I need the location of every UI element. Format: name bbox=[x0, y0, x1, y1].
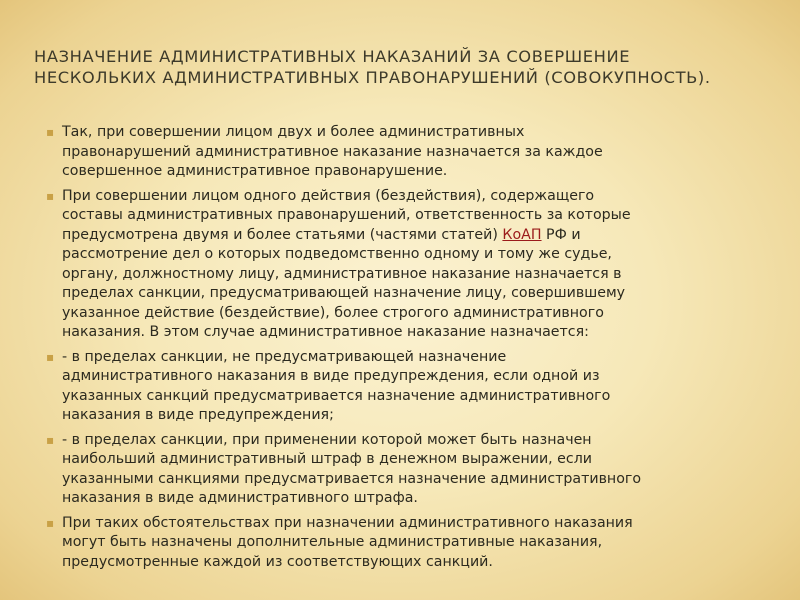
text-line: указанных санкций предусматривается назначение административного bbox=[62, 387, 611, 404]
text-line: - в пределах санкции, при применении которой может быть назначен bbox=[62, 431, 592, 448]
bullet-paragraph-2 bbox=[46, 187, 776, 343]
square-bullet-icon: ▪ bbox=[46, 125, 55, 139]
square-bullet-icon: ▪ bbox=[46, 188, 55, 203]
bullet-paragraph-1 bbox=[46, 123, 776, 182]
square-bullet-icon: ▪ bbox=[46, 515, 55, 530]
text-line: наказания в виде административного штрафа. bbox=[62, 490, 418, 506]
text-line-with-link bbox=[62, 226, 776, 246]
slide-title bbox=[34, 46, 774, 88]
bullet-paragraph-4 bbox=[46, 431, 776, 509]
text-line: административного наказания в виде предупреждения, если одной из bbox=[62, 368, 600, 384]
text-line: Так, при совершении лицом двух и более административных bbox=[62, 124, 525, 140]
text-fragment: РФ и bbox=[541, 226, 581, 243]
text-line: органу, должностному лицу, административное наказание назначается в bbox=[62, 265, 622, 282]
text-line: предусмотренные каждой из соответствующих санкций. bbox=[62, 553, 493, 570]
text-line: рассмотрение дел о которых подведомственно одному и тому же судье, bbox=[62, 246, 612, 262]
text-fragment: предусмотрена двумя и более статьями (частями статей) bbox=[62, 226, 503, 243]
slide-title-line: НЕСКОЛЬКИХ АДМИНИСТРАТИВНЫХ ПРАВОНАРУШЕНИЙ (СОВОКУПНОСТЬ). bbox=[34, 68, 711, 87]
square-bullet-icon: ▪ bbox=[46, 432, 55, 447]
text-line: пределах санкции, предусматривающей назначение лицу, совершившему bbox=[62, 285, 626, 301]
text-line: совершенное административное правонарушение. bbox=[62, 163, 448, 179]
text-line: При таких обстоятельствах при назначении административного наказания bbox=[62, 514, 633, 531]
text-line: При совершении лицом одного действия (бездействия), содержащего bbox=[62, 187, 595, 204]
text-line: составы административных правонарушений, ответственность за которые bbox=[62, 207, 631, 223]
square-bullet-icon: ▪ bbox=[46, 349, 55, 364]
text-line: наибольший административный штраф в денежном выражении, если bbox=[62, 451, 593, 467]
bullet-paragraph-3 bbox=[46, 348, 776, 426]
koap-link[interactable]: КоАП bbox=[502, 226, 542, 243]
text-line: - в пределах санкции, не предусматривающей назначение bbox=[62, 348, 507, 365]
slide-title-line: НАЗНАЧЕНИЕ АДМИНИСТРАТИВНЫХ НАКАЗАНИЙ ЗА СОВЕРШЕНИЕ bbox=[34, 47, 631, 66]
text-line: могут быть назначены дополнительные административные наказания, bbox=[62, 534, 603, 550]
text-line: наказания в виде предупреждения; bbox=[62, 407, 334, 423]
text-line: наказания. В этом случае административное наказание назначается: bbox=[62, 324, 589, 340]
text-line: правонарушений административное наказание назначается за каждое bbox=[62, 143, 603, 160]
text-line: указанное действие (бездействие), более строгого административного bbox=[62, 304, 604, 321]
bullet-paragraph-5 bbox=[46, 514, 776, 573]
text-line: указанными санкциями предусматривается назначение административного bbox=[62, 470, 642, 487]
slide-body-list bbox=[46, 123, 776, 577]
